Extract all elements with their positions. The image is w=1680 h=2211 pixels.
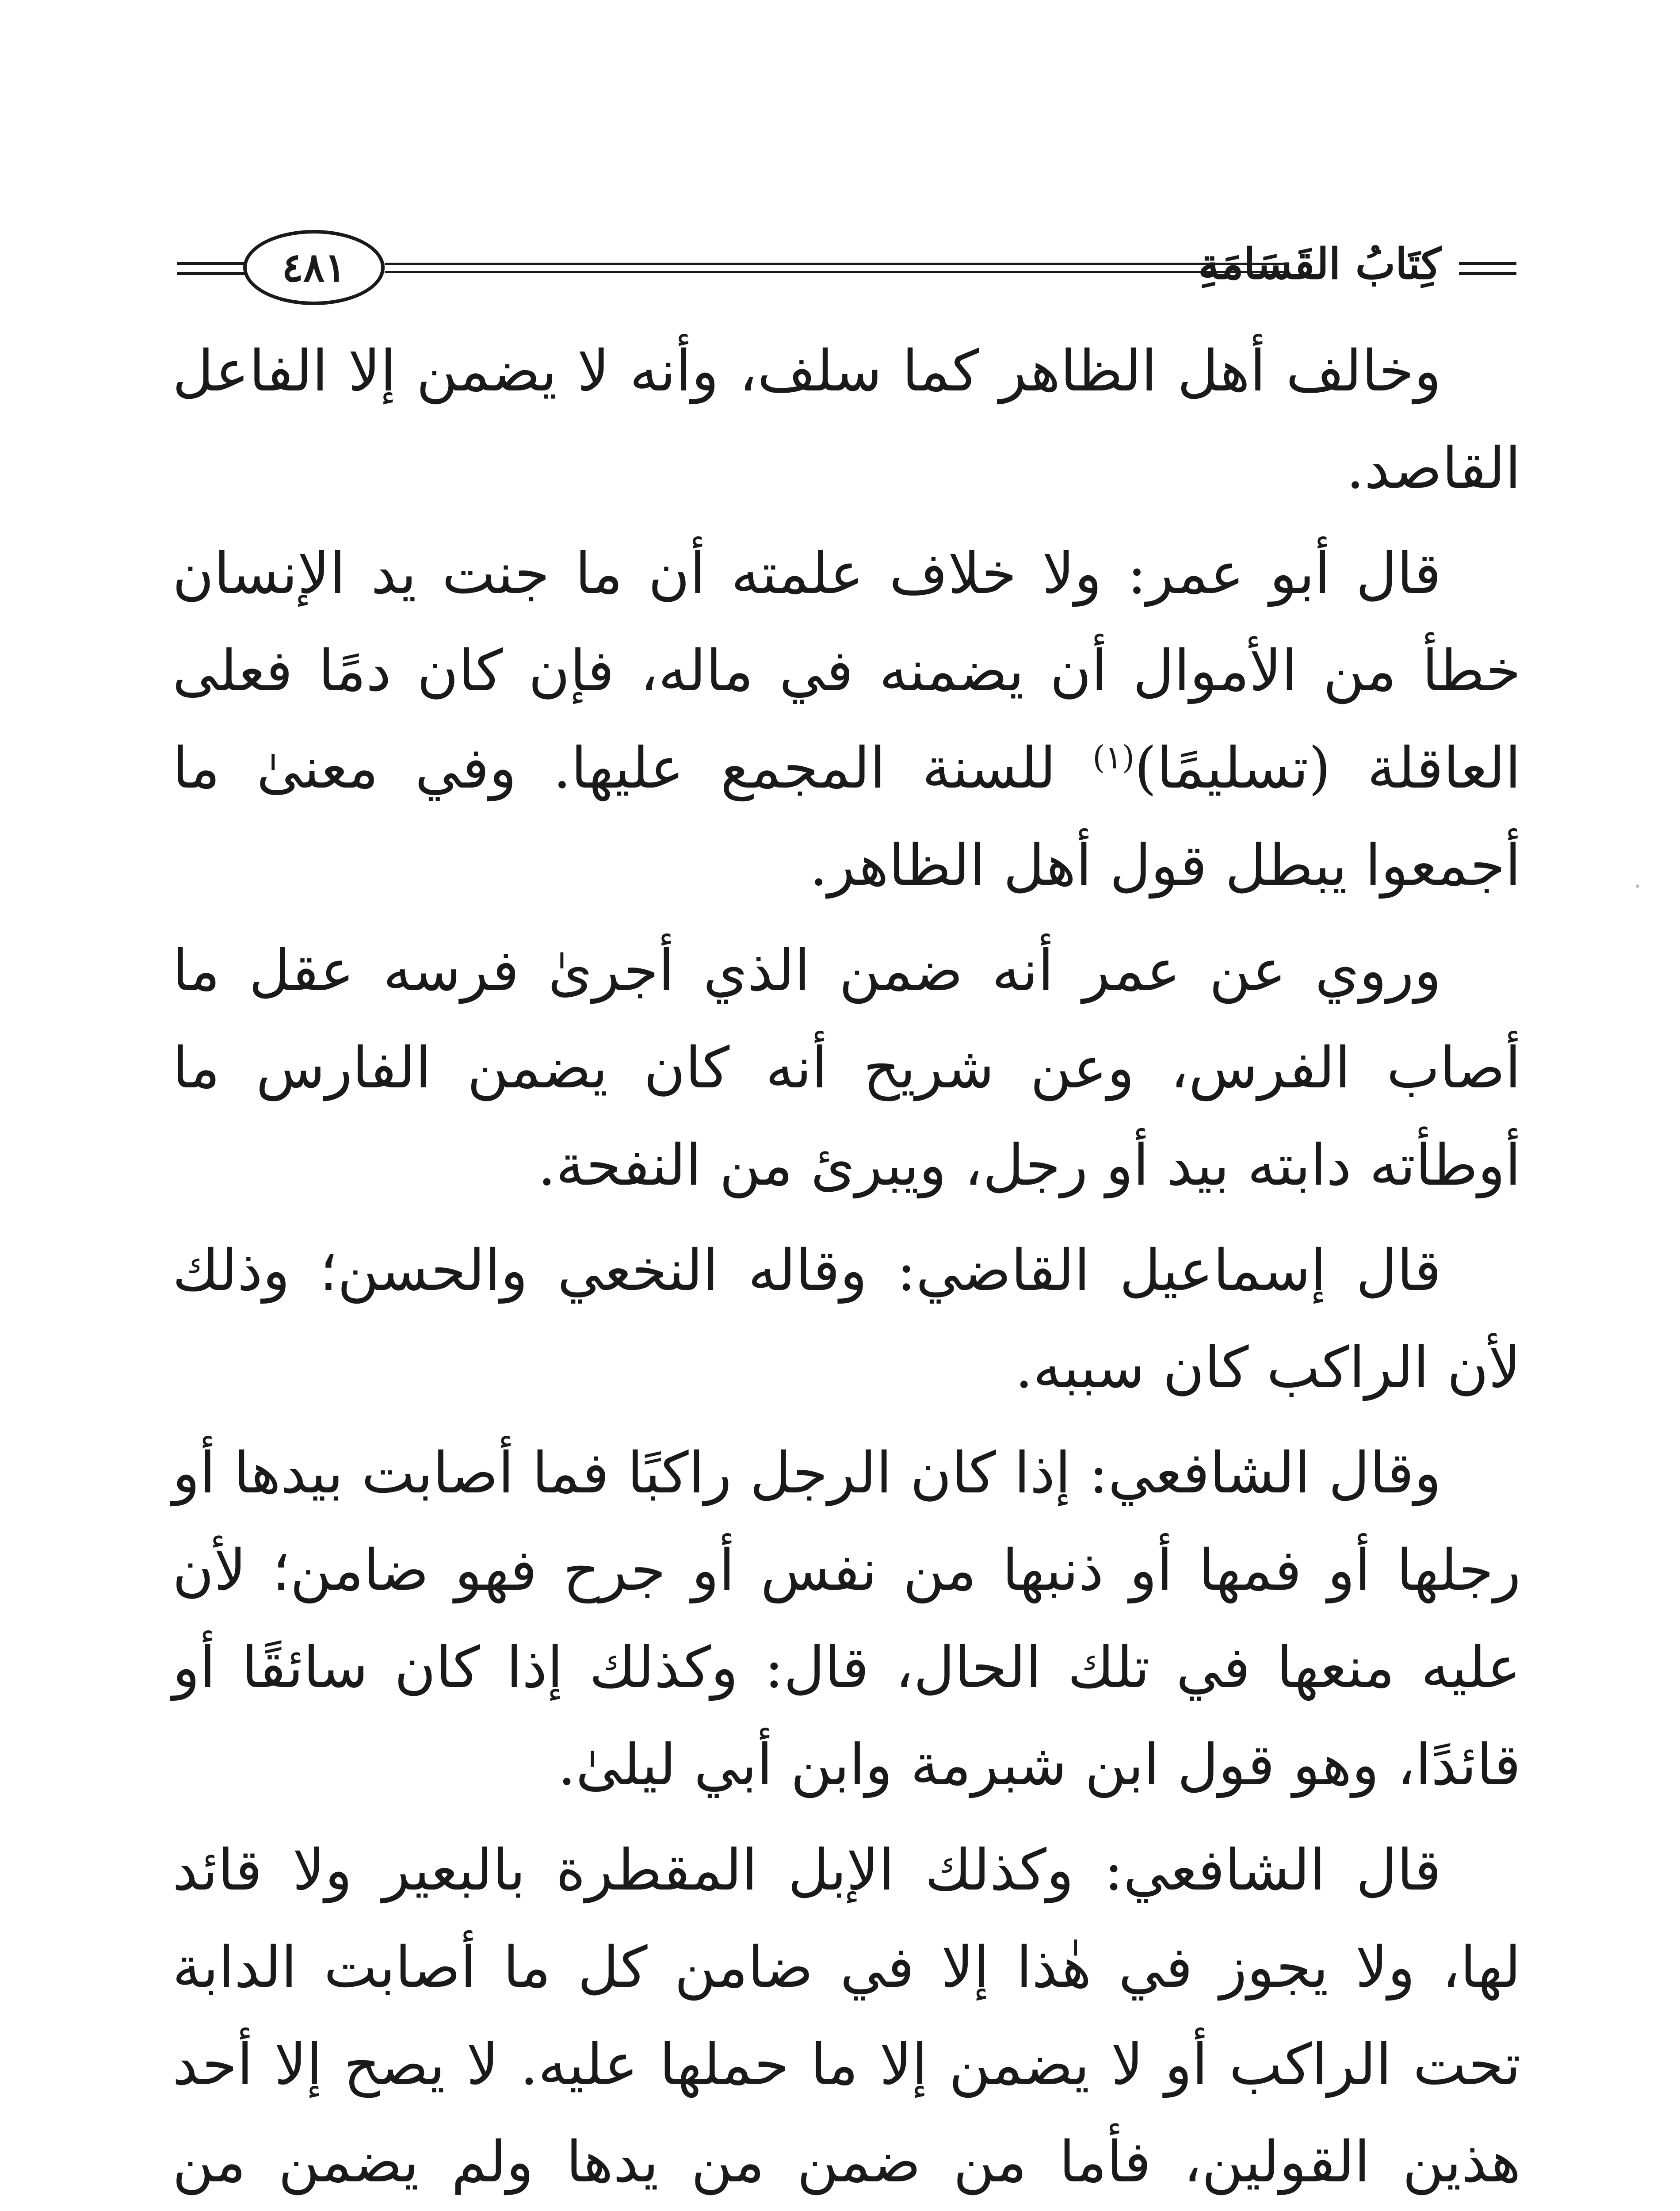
paragraph-2-continuation: للسنة المجمع عليها. وفي معنىٰ ما أجمعوا يبطل قول أهل الظاهر.: [172, 735, 1521, 899]
running-header: [177, 230, 1516, 314]
book-title: كِتَابُ القَسَامَةِ: [1198, 239, 1441, 289]
paragraph-5: وقال الشافعي: إذا كان الرجل راكبًا فما أصابت بيدها أو رجلها أو فمها أو ذنبها من نفس أو جرح فهو ضامن؛ لأن عليه منعها في تلك الحال، قال: وكذلك إذا كان سائقًا أو قائدًا، وهو قول ابن شبرمة وابن أبي ليلىٰ.: [172, 1440, 1521, 1798]
header-rule-middle: [385, 263, 1287, 273]
page-number: [243, 230, 385, 305]
page-number-text: ٤٨١: [282, 244, 346, 291]
paragraph-2-text: قال أبو عمر: ولا خلاف علمته أن ما جنت يد الإنسان خطأ من الأموال أن يضمنه في ماله، فإن كان دمًا فعلى العاقلة (تسليمًا): [172, 541, 1521, 801]
paragraph-1: وخالف أهل الظاهر كما سلف، وأنه لا يضمن إلا الفاعل القاصد.: [172, 338, 1521, 501]
footnote-marker[interactable]: (١): [1092, 738, 1135, 776]
margin-dot: [1636, 884, 1639, 888]
paragraph-3: وروي عن عمر أنه ضمن الذي أجرىٰ فرسه عقل ما أصاب الفرس، وعن شريح أنه كان يضمن الفارس ما أوطأته دابته بيد أو رجل، ويبرئ من النفحة.: [172, 938, 1521, 1198]
paragraph-4: قال إسماعيل القاضي: وقاله النخعي والحسن؛ وذلك لأن الراكب كان سببه.: [172, 1238, 1521, 1401]
paragraph-6: قال الشافعي: وكذلك الإبل المقطرة بالبعير ولا قائد لها، ولا يجوز في هٰذا إلا في ضامن كل ما أصابت الدابة تحت الراكب أو لا يضمن إلا ما حملها عليه. لا يصح إلا أحد هذين القولين، فأما من ضمن من يدها ولم يضمن من: [172, 1837, 1521, 2195]
header-rule-left: [177, 262, 248, 275]
paragraph-2: [172, 525, 1521, 914]
header-rule-right: [1459, 262, 1516, 275]
main-text: [172, 323, 1521, 2211]
